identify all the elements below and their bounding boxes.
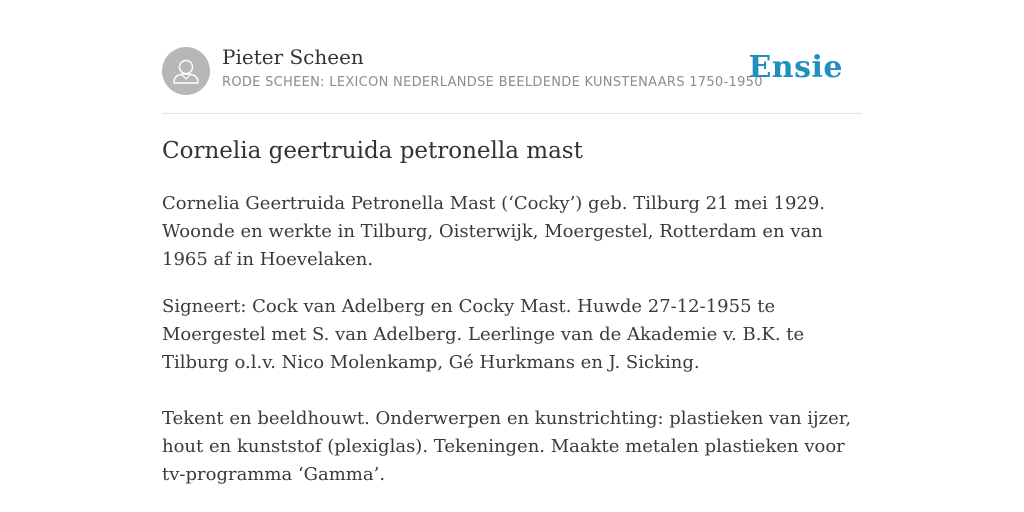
user-silhouette-icon <box>162 47 210 95</box>
entry-paragraph-signature: Signeert: Cock van Adelberg en Cocky Mast. Huwde 27-12-1955 te Moergestel met S. van Adelberg. Leerlinge van de Akademie v. B.K. te Tilburg o.l.v. Nico Molenkamp, Gé Hurkmans en J. Sicking. <box>162 296 805 373</box>
entry-header <box>162 0 862 114</box>
entry-title: Cornelia geertruida petronella mast <box>162 138 583 164</box>
page-container <box>162 0 862 485</box>
ensie-logo[interactable]: Ensie <box>748 50 843 85</box>
source-lexicon-name[interactable]: RODE SCHEEN: LEXICON NEDERLANDSE BEELDENDE KUNSTENAARS 1750-1950 <box>222 75 763 90</box>
user-avatar-icon[interactable] <box>162 47 210 95</box>
author-name[interactable]: Pieter Scheen <box>222 45 364 69</box>
entry-paragraph-work: Tekent en beeldhouwt. Onderwerpen en kunstrichting: plastieken van ijzer, hout en kunststof (plexiglas). Tekeningen. Maakte metalen plastieken voor tv-programma ‘Gamma’. <box>162 408 852 485</box>
entry-paragraph-birth: Cornelia Geertruida Petronella Mast (‘Cocky’) geb. Tilburg 21 mei 1929. Woonde en werkte in Tilburg, Oisterwijk, Moergestel, Rotterdam en van 1965 af in Hoevelaken. <box>162 193 826 270</box>
